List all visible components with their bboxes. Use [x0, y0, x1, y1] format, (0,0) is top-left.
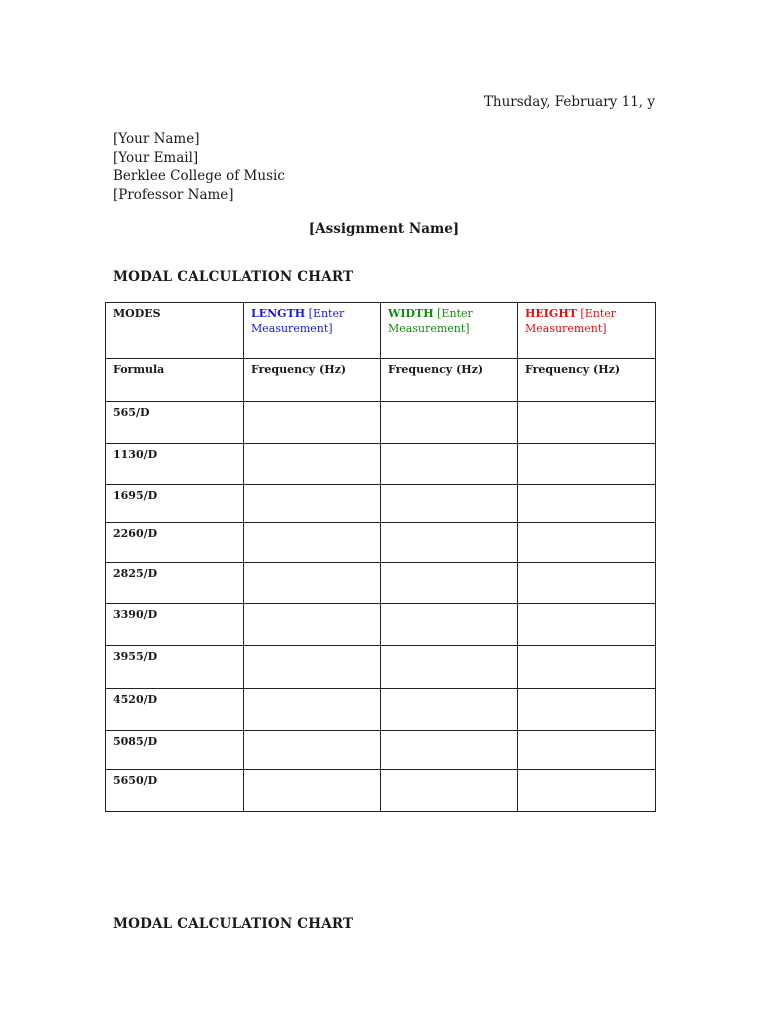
length-value-cell — [244, 731, 381, 770]
width-value-cell — [381, 523, 518, 563]
height-value-cell — [518, 604, 656, 646]
table-row — [106, 485, 656, 523]
table-row — [106, 563, 656, 604]
author-name: [Your Name] — [113, 131, 200, 147]
length-value-cell — [244, 646, 381, 689]
length-value-cell — [244, 563, 381, 604]
header-cell-width — [381, 303, 518, 359]
table-row — [106, 444, 656, 485]
header-cell-height — [518, 303, 656, 359]
height-value-cell — [518, 770, 656, 812]
length-value-cell — [244, 444, 381, 485]
width-value-cell — [381, 444, 518, 485]
table-row — [106, 604, 656, 646]
height-value-cell — [518, 563, 656, 604]
height-value-cell — [518, 523, 656, 563]
chart-heading: MODAL CALCULATION CHART — [113, 269, 354, 285]
height-value-cell — [518, 646, 656, 689]
table-body — [106, 303, 656, 812]
footer-chart-heading: MODAL CALCULATION CHART — [113, 916, 354, 932]
width-value-cell — [381, 646, 518, 689]
formula-cell: 3955/D — [106, 646, 244, 689]
width-value-cell — [381, 485, 518, 523]
width-value-cell — [381, 731, 518, 770]
table-subheader-row — [106, 359, 656, 402]
height-header-label: HEIGHT — [525, 307, 577, 320]
table-row — [106, 646, 656, 689]
table-row — [106, 523, 656, 563]
length-value-cell — [244, 689, 381, 731]
formula-cell: 565/D — [106, 402, 244, 444]
table-row — [106, 770, 656, 812]
height-value-cell — [518, 485, 656, 523]
width-value-cell — [381, 770, 518, 812]
header-cell-modes — [106, 303, 244, 359]
subheader-frequency-length: Frequency (Hz) — [244, 359, 381, 402]
height-value-cell — [518, 402, 656, 444]
table-row — [106, 731, 656, 770]
document-date: Thursday, February 11, y — [483, 94, 655, 110]
subheader-formula: Formula — [106, 359, 244, 402]
table-row — [106, 402, 656, 444]
subheader-frequency-height: Frequency (Hz) — [518, 359, 656, 402]
formula-cell: 1695/D — [106, 485, 244, 523]
width-header-note: [Enter Measurement] — [388, 307, 473, 335]
formula-cell: 5650/D — [106, 770, 244, 812]
professor-name: [Professor Name] — [113, 186, 234, 203]
formula-cell: 5085/D — [106, 731, 244, 770]
modal-calculation-table — [105, 302, 656, 812]
assignment-title: [Assignment Name] — [308, 221, 460, 237]
length-value-cell — [244, 402, 381, 444]
width-header-label: WIDTH — [388, 307, 434, 320]
length-value-cell — [244, 770, 381, 812]
width-value-cell — [381, 402, 518, 444]
height-value-cell — [518, 444, 656, 485]
height-value-cell — [518, 689, 656, 731]
formula-cell: 2825/D — [106, 563, 244, 604]
formula-cell: 3390/D — [106, 604, 244, 646]
length-value-cell — [244, 523, 381, 563]
width-value-cell — [381, 689, 518, 731]
formula-cell: 2260/D — [106, 523, 244, 563]
header-cell-length — [244, 303, 381, 359]
length-value-cell — [244, 485, 381, 523]
length-header-note: [Enter Measurement] — [251, 307, 345, 335]
college-name: Berklee College of Music — [113, 168, 285, 184]
height-header-note: [Enter Measurement] — [525, 307, 617, 335]
author-email: [Your Email] — [113, 149, 199, 166]
table-row — [106, 689, 656, 731]
length-header-label: LENGTH — [251, 307, 306, 320]
modes-header-label: MODES — [113, 307, 161, 320]
formula-cell: 4520/D — [106, 689, 244, 731]
width-value-cell — [381, 563, 518, 604]
length-value-cell — [244, 604, 381, 646]
subheader-frequency-width: Frequency (Hz) — [381, 359, 518, 402]
formula-cell: 1130/D — [106, 444, 244, 485]
table-header-row — [106, 303, 656, 359]
author-info-block — [113, 130, 285, 204]
width-value-cell — [381, 604, 518, 646]
height-value-cell — [518, 731, 656, 770]
